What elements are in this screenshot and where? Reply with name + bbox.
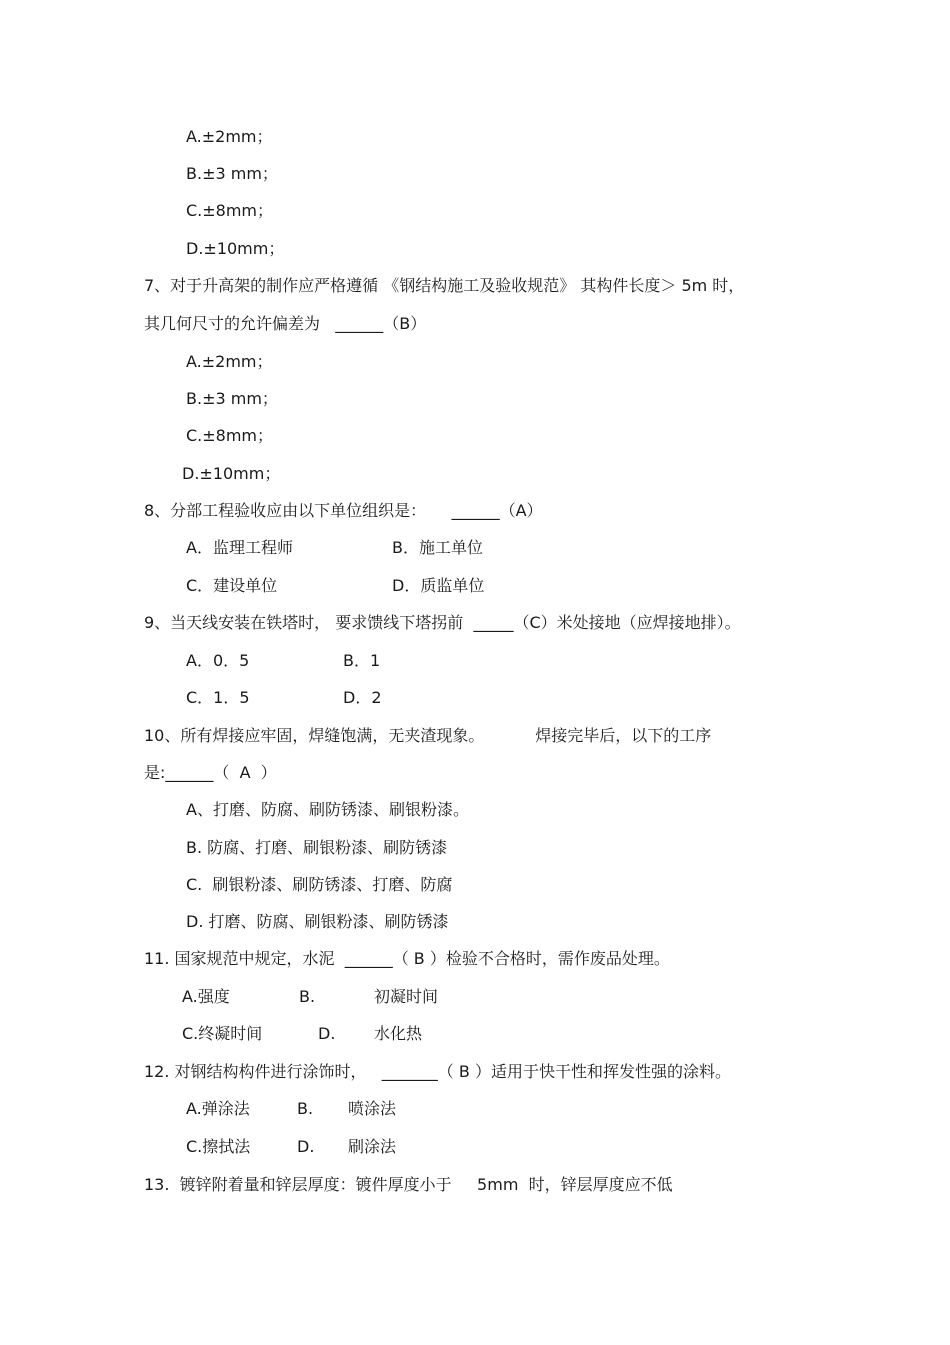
q11-option-a: A.强度: [182, 987, 230, 1006]
q10-option-a: A、打磨、防腐、刷防锈漆、刷银粉漆。: [186, 800, 469, 819]
q11-option-b-letter: B.: [299, 987, 316, 1006]
q8-text: 8、分部工程验收应由以下单位组织是： ______（A）: [144, 501, 543, 520]
q7-option-d: D.±10mm；: [182, 464, 281, 483]
q10-option-b: B. 防腐、打磨、刷银粉漆、刷防锈漆: [186, 838, 448, 857]
q9-option-b: B．1: [343, 651, 381, 670]
q11-option-b-text: 初凝时间: [374, 987, 439, 1006]
q7-option-a: A.±2mm；: [186, 352, 273, 371]
q7-option-c: C.±8mm；: [186, 426, 274, 445]
q8-option-a: A．监理工程师: [186, 538, 293, 557]
q7-text-line2: 其几何尺寸的允许偏差为 ______（B）: [144, 314, 427, 333]
q12-option-b-text: 喷涂法: [348, 1099, 397, 1118]
q10-option-c: C. 刷银粉漆、刷防锈漆、打磨、防腐: [186, 875, 453, 894]
q6-option-c: C.±8mm；: [186, 201, 274, 220]
q10-text-line1: 10、所有焊接应牢固，焊缝饱满，无夹渣现象。 焊接完毕后，以下的工序: [144, 726, 712, 745]
q11-option-d-letter: D.: [318, 1024, 336, 1043]
q11-option-d-text: 水化热: [374, 1024, 423, 1043]
q12-option-a: A.弹涂法: [186, 1099, 250, 1118]
q9-option-d: D．2: [343, 688, 382, 707]
q9-option-a: A．0．5: [186, 651, 250, 670]
q8-option-d: D．质监单位: [392, 576, 485, 595]
q8-option-c: C．建设单位: [186, 576, 278, 595]
q6-option-d: D.±10mm；: [186, 239, 285, 258]
q9-text: 9、当天线安装在铁塔时， 要求馈线下塔拐前 _____（C）米处接地（应焊接地排）。: [144, 613, 741, 632]
q11-option-c: C.终凝时间: [182, 1024, 263, 1043]
q12-option-d-letter: D.: [297, 1137, 315, 1156]
q11-text: 11. 国家规范中规定，水泥 ______（ B ）检验不合格时，需作废品处理。: [144, 949, 670, 968]
q6-option-a: A.±2mm；: [186, 127, 273, 146]
q10-text-line2: 是:______（ A ）: [144, 763, 277, 782]
q12-option-d-text: 刷涂法: [348, 1137, 397, 1156]
q13-text: 13. 镀锌附着量和锌层厚度：镀件厚度小于 5mm 时，锌层厚度应不低: [144, 1175, 673, 1194]
q12-text: 12. 对钢结构构件进行涂饰时， _______（ B ）适用于快干性和挥发性强的涂料。: [144, 1062, 731, 1081]
q12-option-c: C.擦拭法: [186, 1137, 251, 1156]
q12-option-b-letter: B.: [297, 1099, 314, 1118]
q7-text-line1: 7、对于升高架的制作应严格遵循 《钢结构施工及验收规范》 其构件长度＞ 5m 时，: [144, 276, 745, 295]
q10-option-d: D. 打磨、防腐、刷银粉漆、刷防锈漆: [186, 912, 449, 931]
q8-option-b: B．施工单位: [392, 538, 483, 557]
q9-option-c: C．1．5: [186, 688, 250, 707]
q7-option-b: B.±3 mm；: [186, 389, 278, 408]
q6-option-b: B.±3 mm；: [186, 164, 278, 183]
